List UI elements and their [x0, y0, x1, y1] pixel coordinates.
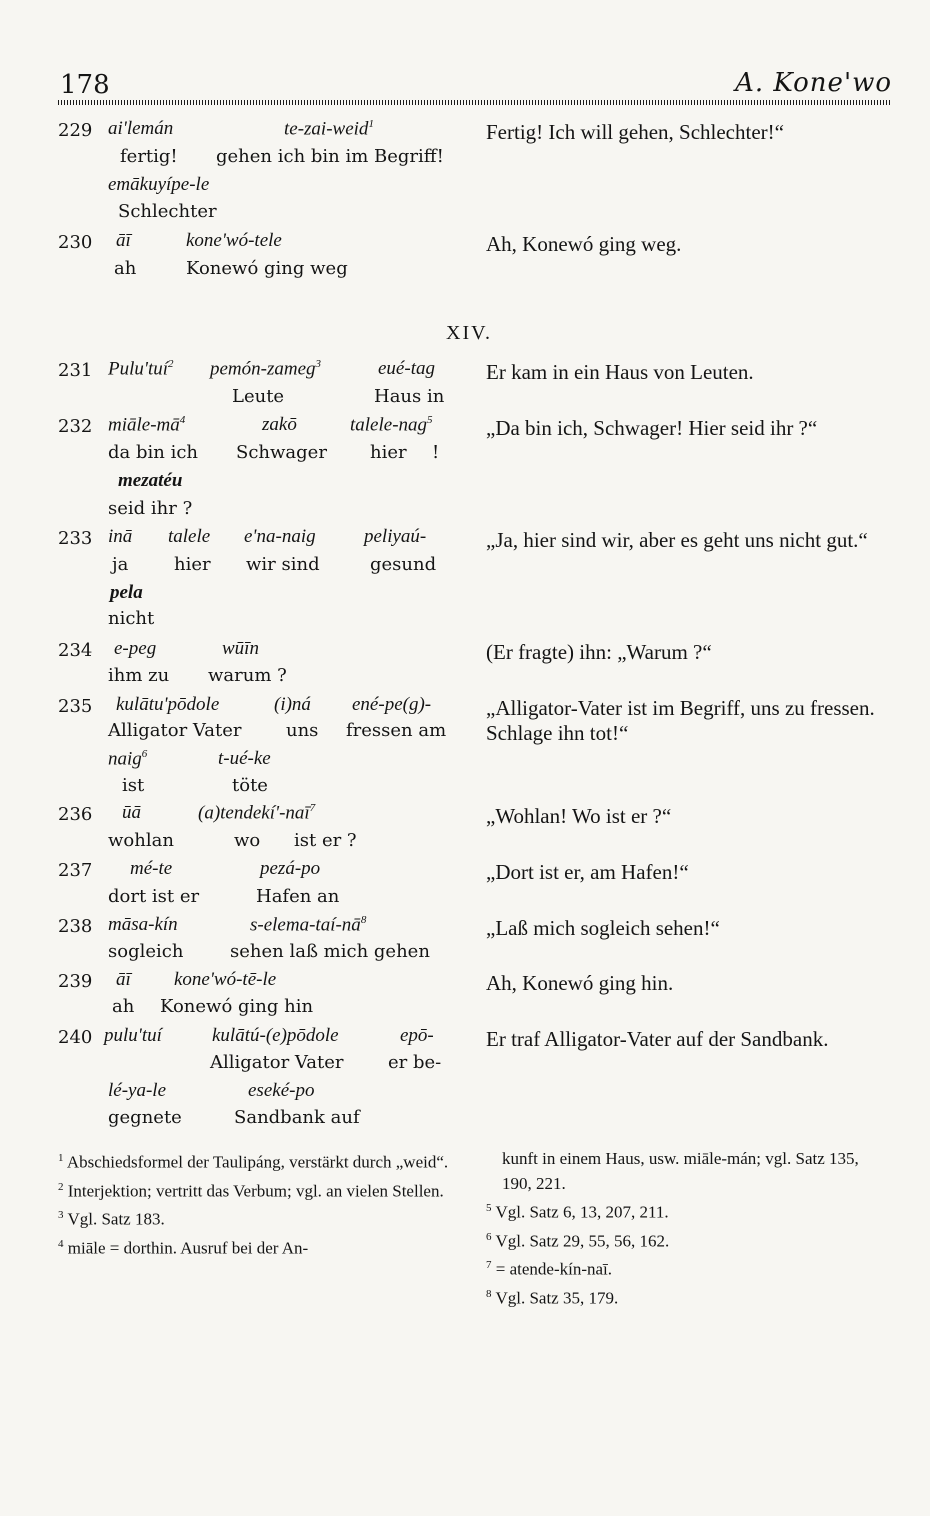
gloss: Alligator Vater [108, 720, 242, 741]
native-word: pezá-po [260, 858, 321, 879]
native-word: emākuyípe-le [108, 174, 210, 195]
native-word: pemón-zameg$^3$ [210, 358, 322, 380]
gloss: sehen laß mich gehen [230, 941, 430, 962]
footnote: $^8$ Vgl. Satz 35, 179. [486, 1287, 619, 1308]
gloss: uns [286, 720, 319, 741]
gloss: gehen ich bin im Begriff! [216, 146, 444, 167]
sentence-number: 240 [58, 1027, 93, 1048]
gloss: ah [112, 996, 135, 1017]
footnote: $^6$ Vgl. Satz 29, 55, 56, 162. [486, 1230, 670, 1251]
native-word: ai'lemán [108, 118, 174, 139]
gloss: wir sind [246, 554, 320, 575]
native-word: $s-elema-taí-nā^8$ [250, 914, 367, 936]
translation: „Dort ist er, am Hafen!“ [486, 860, 689, 884]
native-word: eué-tag [378, 358, 435, 379]
native-word: ūā [122, 802, 141, 823]
sentence-number: 233 [58, 528, 93, 549]
footnote: $^7$ = atende-kín-naī. [486, 1259, 613, 1279]
footnote: $^2$ Interjektion; vertritt das Verbum; vgl. an vielen Stellen. [58, 1180, 444, 1201]
native-word: eseké-po [248, 1080, 315, 1101]
footnote: $^4$ miāle = dorthin. Ausruf bei der An- [58, 1237, 309, 1258]
native-word: (a)tendekí'-naī$^7$ [198, 802, 316, 824]
sentence-number: 239 [58, 971, 93, 992]
translation: Er kam in ein Haus von Leuten. [486, 360, 754, 384]
sentence-number: 229 [58, 120, 93, 141]
gloss: ! [432, 442, 440, 463]
sentence-number: 235 [58, 696, 93, 717]
gloss: er be- [388, 1052, 442, 1073]
gloss: ja [112, 554, 129, 575]
native-word: t-ué-ke [218, 748, 271, 769]
native-word: kulātu'pōdole [116, 694, 220, 715]
native-word: naig$^6$ [108, 748, 148, 770]
native-word: wūīn [222, 638, 259, 659]
gloss: gegnete [108, 1107, 182, 1128]
gloss: wo [234, 830, 261, 851]
gloss: Sandbank auf [234, 1107, 360, 1128]
native-word: āī [116, 969, 131, 990]
header-rule [58, 100, 892, 105]
native-word: talele-nag$^5$ [350, 414, 433, 436]
gloss: sogleich [108, 941, 184, 962]
footnotes-left [58, 1146, 458, 1261]
native-word: mezatéu [118, 470, 183, 491]
footnote: kunft in einem Haus, usw. miāle-mán; vgl. Satz 135, 190, 221. [502, 1149, 859, 1193]
translation: Er traf Alligator-Vater auf der Sandbank. [486, 1027, 829, 1051]
gloss: ah [114, 258, 137, 279]
native-word: lé-ya-le [108, 1080, 167, 1101]
sentence-number: 236 [58, 804, 93, 825]
gloss: fressen am [346, 720, 447, 741]
native-word: peliyaú- [364, 526, 427, 547]
native-word: e-peg [114, 638, 157, 659]
native-word: miāle-$mā^4$ [108, 414, 186, 436]
sentence-number: 231 [58, 360, 93, 381]
sentence-number: 232 [58, 416, 93, 437]
gloss: hier [370, 442, 407, 463]
section-heading: XIV. [446, 322, 492, 344]
translation: „Ja, hier sind wir, aber es geht uns nicht gut.“ [486, 528, 868, 552]
native-word: kone'wó-tele [186, 230, 282, 251]
native-word: pulu'tuí [104, 1025, 162, 1046]
gloss: dort ist er [108, 886, 200, 907]
gloss: wohlan [108, 830, 174, 851]
page-number: 178 [60, 70, 110, 100]
translation: Ah, Konewó ging hin. [486, 971, 674, 995]
gloss: Konewó ging weg [186, 258, 348, 279]
gloss: seid ihr ? [108, 498, 193, 519]
gloss: gesund [370, 554, 437, 575]
native-word: pela [110, 582, 143, 603]
gloss: da bin ich [108, 442, 198, 463]
translation: Ah, Konewó ging weg. [486, 232, 682, 256]
translation: (Er fragte) ihn: „Warum ?“ [486, 640, 712, 664]
translation: Fertig! Ich will gehen, Schlechter!“ [486, 120, 784, 144]
gloss: ist [122, 775, 145, 796]
gloss: nicht [108, 608, 155, 629]
gloss: Leute [232, 386, 285, 407]
native-word: inā [108, 526, 133, 547]
native-word: kulātú-(e)pōdole [212, 1025, 339, 1046]
sentence-number: 230 [58, 232, 93, 253]
sentence-number: 237 [58, 860, 93, 881]
native-word: mé-te [130, 858, 173, 879]
gloss: Haus in [374, 386, 445, 407]
footnote: $^3$ Vgl. Satz 183. [58, 1209, 165, 1229]
translation: „Wohlan! Wo ist er ?“ [486, 804, 672, 828]
native-word: ené-pe(g)- [352, 694, 432, 715]
native-word: epō- [400, 1025, 434, 1046]
footnote: $^5$ Vgl. Satz 6, 13, 207, 211. [486, 1202, 669, 1222]
running-title: A. Kone'wo [735, 68, 892, 98]
gloss: warum ? [208, 665, 287, 686]
gloss: Hafen an [256, 886, 340, 907]
gloss: Alligator Vater [210, 1052, 344, 1073]
footnote: $^1$ Abschiedsformel der Taulipáng, verstärkt durch „weid“. [58, 1152, 449, 1172]
gloss: Schwager [236, 442, 327, 463]
gloss: Schlechter [118, 201, 217, 222]
native-word: Pulu'tuí$^2$ [108, 358, 174, 380]
gloss: fertig! [120, 146, 178, 167]
footnotes-right [486, 1146, 886, 1311]
translation: „Laß mich sogleich sehen!“ [486, 916, 720, 940]
native-word: zakō [262, 414, 297, 435]
gloss: Konewó ging hin [160, 996, 314, 1017]
translation: „Alligator-Vater ist im Begriff, uns zu fressen. Schlage ihn tot!“ [486, 696, 875, 745]
native-word: te-zai-weid$^1$ [284, 118, 374, 140]
gloss: töte [232, 775, 268, 796]
sentence-number: 238 [58, 916, 93, 937]
gloss: hier [174, 554, 211, 575]
native-word: e'na-naig [244, 526, 316, 547]
sentence-number: 234 [58, 640, 93, 661]
native-word: māsa-kín [108, 914, 178, 935]
native-word: (i)ná [274, 694, 311, 715]
gloss: ihm zu [108, 665, 170, 686]
translation: „Da bin ich, Schwager! Hier seid ihr ?“ [486, 416, 818, 440]
gloss: ist er ? [294, 830, 357, 851]
native-word: talele [168, 526, 211, 547]
native-word: āī [116, 230, 131, 251]
native-word: kone'wó-tē-le [174, 969, 277, 990]
